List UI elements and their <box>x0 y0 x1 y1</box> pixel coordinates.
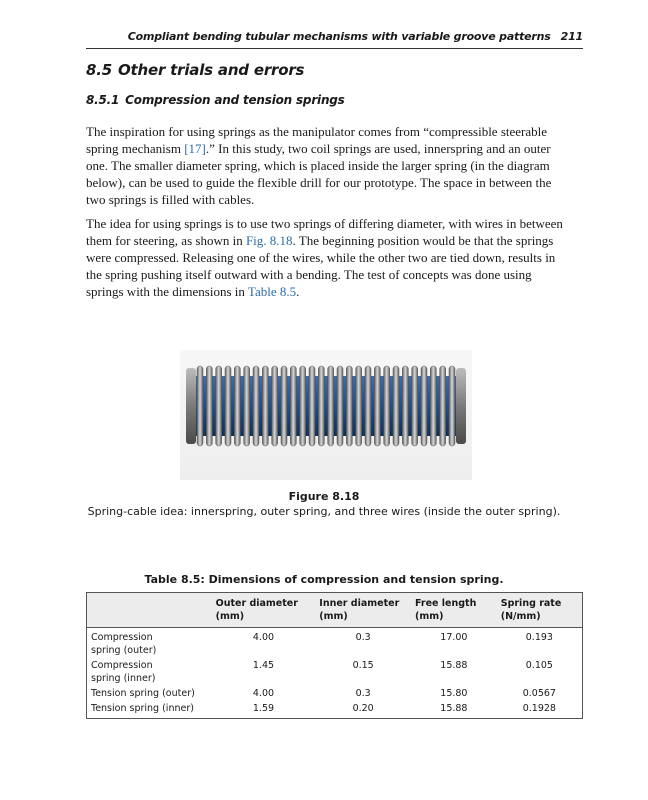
coil-turn <box>216 366 222 446</box>
right-end-cap <box>456 368 466 444</box>
cell-length: 15.80 <box>440 688 468 699</box>
coil-turn <box>244 366 250 446</box>
coil-turn <box>365 366 371 446</box>
section-title: Other trials and errors <box>117 61 305 79</box>
coil-turn <box>281 366 287 446</box>
header-spring-rate: Spring rate (N/mm) <box>497 593 583 628</box>
coil-turn <box>421 366 427 446</box>
coil-turn <box>430 366 436 446</box>
cell-length: 15.88 <box>411 701 497 719</box>
coil-turn <box>262 366 268 446</box>
coil-turn <box>356 366 362 446</box>
cell-outer: 4.00 <box>252 688 275 699</box>
text-run: . <box>296 284 300 299</box>
coil-turn <box>300 366 306 446</box>
running-head-title: Compliant bending tubular mechanisms with variable groove patterns <box>127 30 551 43</box>
text-run: .” In this study, two coil springs are used, innerspring and an outer <box>205 141 551 156</box>
paragraph-line: the spring pushing itself outward with a bending. The test of concepts was done using <box>86 267 532 282</box>
coil-turn <box>253 366 259 446</box>
header-rule <box>86 48 583 49</box>
coil-turn <box>393 366 399 446</box>
cell-outer: 1.45 <box>252 660 275 671</box>
row-label: Tension spring (inner) <box>87 701 212 719</box>
table-row <box>87 686 583 701</box>
table-row <box>87 658 583 686</box>
subsection-heading <box>86 93 345 107</box>
subsection-title: Compression and tension springs <box>125 93 345 107</box>
text-run: them for steering, as shown in <box>86 233 246 248</box>
figure-caption: Spring-cable idea: innerspring, outer spring, and three wires (inside the outer spring). <box>87 505 561 518</box>
text-run: springs with the dimensions in <box>86 284 248 299</box>
paragraph-line: below), can be used to guide the flexible drill for our prototype. The space in between the <box>86 175 552 190</box>
cell-length: 17.00 <box>440 632 468 643</box>
text-run: . The beginning position would be that the springs <box>292 233 554 248</box>
coil-turn <box>318 366 324 446</box>
paragraph-1 <box>86 123 583 208</box>
paragraph-line: two springs is filled with cables. <box>86 192 255 207</box>
coil-turn <box>309 366 315 446</box>
page-number: 211 <box>560 30 583 43</box>
section-heading <box>86 61 304 79</box>
paragraph-line: The inspiration for using springs as the manipulator comes from “compressible steerable <box>86 124 548 139</box>
coil-turn <box>328 366 334 446</box>
cell-inner: 0.20 <box>315 701 411 719</box>
paragraph-2 <box>86 215 583 300</box>
coil-turn <box>346 366 352 446</box>
coil-turn <box>402 366 408 446</box>
table-row <box>87 701 583 719</box>
text-run: spring mechanism <box>86 141 185 156</box>
cell-outer: 1.59 <box>212 701 316 719</box>
paragraph-line <box>86 232 583 249</box>
cell-inner: 0.3 <box>355 632 371 643</box>
coil-turn <box>206 366 212 446</box>
coil-turn <box>412 366 418 446</box>
paragraph-line <box>86 140 583 157</box>
coil-turn <box>225 366 231 446</box>
cell-length: 15.88 <box>440 660 468 671</box>
table-link[interactable]: Table 8.5 <box>247 284 297 299</box>
figure-label: Figure 8.18 <box>288 490 360 503</box>
coil-turn <box>272 366 278 446</box>
cell-rate: 0.1928 <box>497 701 583 719</box>
row-label: Compression spring (outer) <box>87 628 212 659</box>
header-outer-diameter: Outer diameter (mm) <box>212 593 316 628</box>
cell-inner: 0.3 <box>355 688 371 699</box>
coil-turn <box>337 366 343 446</box>
row-label: Compression spring (inner) <box>87 658 212 686</box>
coil-turn <box>440 366 446 446</box>
cell-inner: 0.15 <box>352 660 374 671</box>
running-head <box>86 30 583 43</box>
paragraph-line <box>86 283 583 300</box>
section-number: 8.5 <box>86 61 112 79</box>
paragraph-line: were compressed. Releasing one of the wires, while the other two are tied down, results in <box>86 250 556 265</box>
cell-rate: 0.193 <box>497 628 583 659</box>
row-label: Tension spring (outer) <box>87 686 212 701</box>
coil-turn <box>234 366 240 446</box>
table-title: Table 8.5: Dimensions of compression and tension spring. <box>144 573 504 586</box>
figure-link[interactable]: Fig. 8.18 <box>245 233 293 248</box>
cell-rate: 0.105 <box>497 658 583 686</box>
spring-illustration <box>180 350 472 480</box>
coil-turn <box>197 366 203 446</box>
coil-turn <box>290 366 296 446</box>
figure-image <box>180 350 472 480</box>
cell-rate: 0.0567 <box>497 686 583 701</box>
dimensions-table <box>86 592 583 719</box>
coil-turn <box>384 366 390 446</box>
coil-turn <box>449 366 455 446</box>
table-header-row <box>87 593 583 628</box>
header-inner-diameter: Inner diameter (mm) <box>315 593 411 628</box>
header-free-length: Free length (mm) <box>411 593 497 628</box>
header-cell-empty <box>87 593 212 628</box>
paragraph-line: one. The smaller diameter spring, which is placed inside the larger spring (in the diagram <box>86 158 550 173</box>
paragraph-line: The idea for using springs is to use two springs of differing diameter, with wires in between <box>86 216 563 231</box>
reference-link-17[interactable]: [17] <box>184 141 206 156</box>
subsection-number: 8.5.1 <box>86 93 120 107</box>
table-row <box>87 628 583 659</box>
coil-turn <box>374 366 380 446</box>
cell-outer: 4.00 <box>252 632 275 643</box>
left-end-cap <box>186 368 196 444</box>
